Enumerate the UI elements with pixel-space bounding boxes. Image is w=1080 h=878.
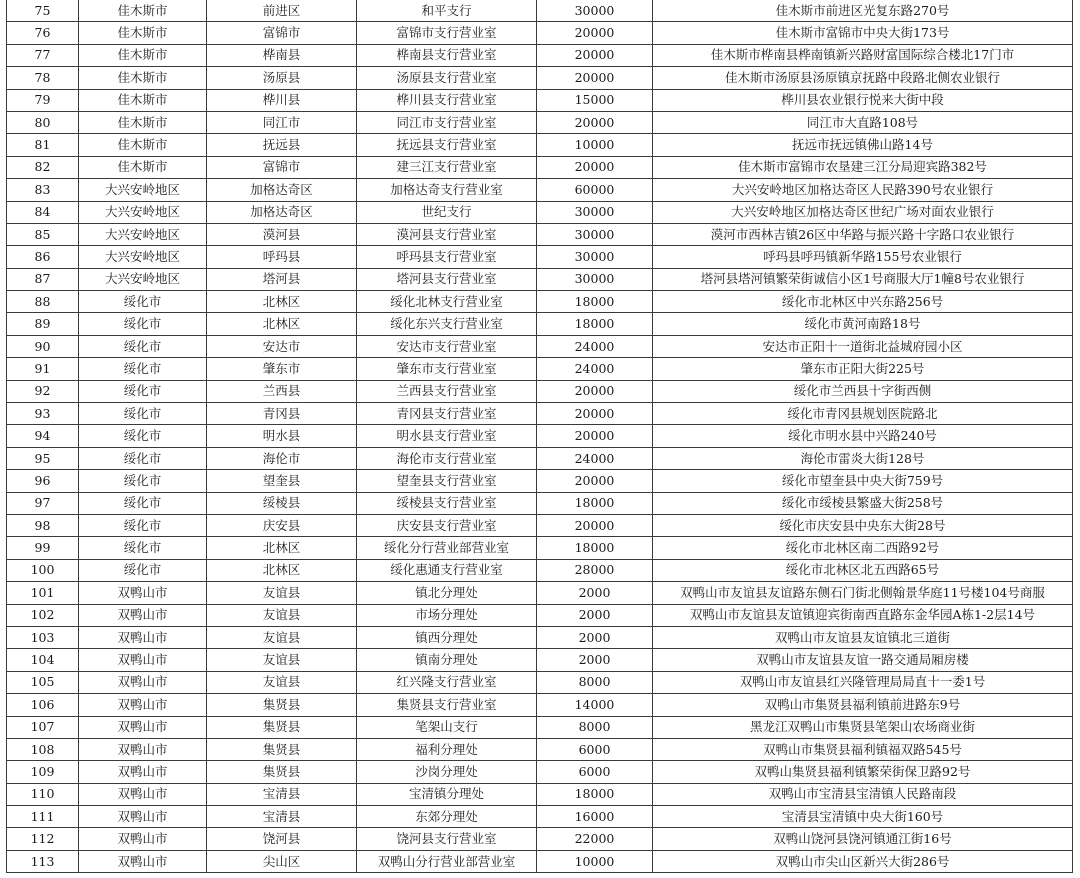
cell-city: 双鸭山市 (79, 582, 207, 604)
cell-row-number: 89 (7, 313, 79, 335)
cell-row-number: 97 (7, 492, 79, 514)
cell-county: 友谊县 (207, 649, 357, 671)
cell-amount: 18000 (537, 492, 653, 514)
cell-amount: 20000 (537, 514, 653, 536)
table-row (7, 425, 1073, 447)
cell-row-number: 79 (7, 89, 79, 111)
cell-branch-name: 双鸭山分行营业部营业室 (357, 850, 537, 872)
cell-address: 绥化市北林区中兴东路256号 (653, 291, 1073, 313)
table-row (7, 582, 1073, 604)
cell-address: 双鸭山市友谊县友谊路东侧石门街北侧翰景华庭11号楼104号商服 (653, 582, 1073, 604)
cell-branch-name: 明水县支行营业室 (357, 425, 537, 447)
cell-branch-name: 汤原县支行营业室 (357, 67, 537, 89)
table-row (7, 380, 1073, 402)
cell-address: 肇东市正阳大街225号 (653, 358, 1073, 380)
cell-city: 双鸭山市 (79, 828, 207, 850)
cell-row-number: 102 (7, 604, 79, 626)
cell-city: 绥化市 (79, 358, 207, 380)
cell-county: 明水县 (207, 425, 357, 447)
table-row (7, 179, 1073, 201)
cell-amount: 20000 (537, 22, 653, 44)
cell-county: 北林区 (207, 559, 357, 581)
cell-row-number: 90 (7, 335, 79, 357)
cell-address: 漠河市西林吉镇26区中华路与振兴路十字路口农业银行 (653, 223, 1073, 245)
cell-branch-name: 呼玛县支行营业室 (357, 246, 537, 268)
cell-county: 集贤县 (207, 738, 357, 760)
cell-amount: 20000 (537, 380, 653, 402)
cell-row-number: 85 (7, 223, 79, 245)
table-row (7, 470, 1073, 492)
cell-branch-name: 兰西县支行营业室 (357, 380, 537, 402)
cell-branch-name: 绥化北林支行营业室 (357, 291, 537, 313)
table-row (7, 492, 1073, 514)
cell-row-number: 100 (7, 559, 79, 581)
cell-address: 双鸭山市友谊县友谊镇北三道街 (653, 626, 1073, 648)
cell-amount: 18000 (537, 537, 653, 559)
table-row (7, 358, 1073, 380)
cell-branch-name: 红兴隆支行营业室 (357, 671, 537, 693)
cell-branch-name: 东郊分理处 (357, 806, 537, 828)
cell-address: 绥化市北林区南二西路92号 (653, 537, 1073, 559)
cell-row-number: 87 (7, 268, 79, 290)
table-row (7, 134, 1073, 156)
cell-amount: 2000 (537, 649, 653, 671)
cell-row-number: 82 (7, 156, 79, 178)
cell-city: 双鸭山市 (79, 671, 207, 693)
cell-amount: 24000 (537, 358, 653, 380)
cell-city: 绥化市 (79, 492, 207, 514)
cell-branch-name: 漠河县支行营业室 (357, 223, 537, 245)
cell-row-number: 75 (7, 0, 79, 22)
cell-city: 双鸭山市 (79, 761, 207, 783)
cell-city: 绥化市 (79, 425, 207, 447)
cell-branch-name: 镇北分理处 (357, 582, 537, 604)
table-row (7, 783, 1073, 805)
cell-branch-name: 宝清镇分理处 (357, 783, 537, 805)
cell-row-number: 101 (7, 582, 79, 604)
table-row (7, 671, 1073, 693)
cell-county: 汤原县 (207, 67, 357, 89)
cell-city: 绥化市 (79, 291, 207, 313)
cell-county: 兰西县 (207, 380, 357, 402)
cell-amount: 30000 (537, 201, 653, 223)
cell-branch-name: 肇东市支行营业室 (357, 358, 537, 380)
cell-branch-name: 绥化东兴支行营业室 (357, 313, 537, 335)
cell-row-number: 106 (7, 694, 79, 716)
cell-address: 佳木斯市汤原县汤原镇京抚路中段路北侧农业银行 (653, 67, 1073, 89)
cell-address: 绥化市北林区北五西路65号 (653, 559, 1073, 581)
cell-address: 双鸭山市尖山区新兴大街286号 (653, 850, 1073, 872)
cell-row-number: 94 (7, 425, 79, 447)
table-row (7, 223, 1073, 245)
cell-amount: 6000 (537, 761, 653, 783)
cell-amount: 18000 (537, 783, 653, 805)
cell-city: 绥化市 (79, 335, 207, 357)
cell-row-number: 78 (7, 67, 79, 89)
cell-row-number: 84 (7, 201, 79, 223)
cell-city: 双鸭山市 (79, 716, 207, 738)
cell-county: 友谊县 (207, 582, 357, 604)
cell-city: 绥化市 (79, 447, 207, 469)
cell-row-number: 93 (7, 403, 79, 425)
cell-address: 黑龙江双鸭山市集贤县笔架山农场商业街 (653, 716, 1073, 738)
cell-amount: 20000 (537, 156, 653, 178)
cell-address: 绥化市望奎县中央大街759号 (653, 470, 1073, 492)
cell-amount: 30000 (537, 246, 653, 268)
cell-branch-name: 市场分理处 (357, 604, 537, 626)
cell-row-number: 109 (7, 761, 79, 783)
cell-amount: 14000 (537, 694, 653, 716)
cell-city: 双鸭山市 (79, 738, 207, 760)
branch-list-table (6, 0, 1073, 873)
cell-address: 佳木斯市前进区光复东路270号 (653, 0, 1073, 22)
table-row (7, 537, 1073, 559)
cell-row-number: 99 (7, 537, 79, 559)
cell-row-number: 105 (7, 671, 79, 693)
cell-county: 桦南县 (207, 44, 357, 66)
cell-branch-name: 海伦市支行营业室 (357, 447, 537, 469)
cell-city: 绥化市 (79, 403, 207, 425)
cell-city: 大兴安岭地区 (79, 268, 207, 290)
cell-address: 绥化市兰西县十字街西侧 (653, 380, 1073, 402)
cell-amount: 24000 (537, 335, 653, 357)
cell-address: 大兴安岭地区加格达奇区世纪广场对面农业银行 (653, 201, 1073, 223)
cell-address: 双鸭山市友谊县友谊一路交通局厢房楼 (653, 649, 1073, 671)
cell-row-number: 92 (7, 380, 79, 402)
cell-county: 庆安县 (207, 514, 357, 536)
cell-address: 双鸭山市集贤县福利镇前进路东9号 (653, 694, 1073, 716)
cell-amount: 20000 (537, 111, 653, 133)
cell-row-number: 80 (7, 111, 79, 133)
cell-city: 绥化市 (79, 380, 207, 402)
table-row (7, 403, 1073, 425)
cell-address: 绥化市黄河南路18号 (653, 313, 1073, 335)
cell-county: 北林区 (207, 291, 357, 313)
cell-amount: 20000 (537, 470, 653, 492)
cell-branch-name: 福利分理处 (357, 738, 537, 760)
table-row (7, 559, 1073, 581)
cell-row-number: 103 (7, 626, 79, 648)
cell-address: 同江市大直路108号 (653, 111, 1073, 133)
cell-city: 双鸭山市 (79, 649, 207, 671)
cell-branch-name: 绥化分行营业部营业室 (357, 537, 537, 559)
cell-row-number: 112 (7, 828, 79, 850)
table-row (7, 89, 1073, 111)
table-row (7, 649, 1073, 671)
cell-county: 加格达奇区 (207, 179, 357, 201)
cell-branch-name: 笔架山支行 (357, 716, 537, 738)
cell-address: 双鸭山饶河县饶河镇通江街16号 (653, 828, 1073, 850)
cell-branch-name: 世纪支行 (357, 201, 537, 223)
cell-row-number: 86 (7, 246, 79, 268)
cell-branch-name: 集贤县支行营业室 (357, 694, 537, 716)
table-body (7, 0, 1073, 873)
cell-amount: 30000 (537, 0, 653, 22)
cell-city: 佳木斯市 (79, 0, 207, 22)
table-row (7, 761, 1073, 783)
table-row (7, 291, 1073, 313)
cell-branch-name: 建三江支行营业室 (357, 156, 537, 178)
cell-amount: 15000 (537, 89, 653, 111)
cell-county: 抚远县 (207, 134, 357, 156)
cell-city: 大兴安岭地区 (79, 223, 207, 245)
cell-amount: 20000 (537, 425, 653, 447)
cell-address: 佳木斯市富锦市农垦建三江分局迎宾路382号 (653, 156, 1073, 178)
cell-address: 宝清县宝清镇中央大街160号 (653, 806, 1073, 828)
cell-branch-name: 镇南分理处 (357, 649, 537, 671)
cell-address: 塔河县塔河镇繁荣街诚信小区1号商服大厅1幢8号农业银行 (653, 268, 1073, 290)
cell-county: 宝清县 (207, 783, 357, 805)
cell-county: 望奎县 (207, 470, 357, 492)
cell-amount: 2000 (537, 582, 653, 604)
cell-row-number: 76 (7, 22, 79, 44)
cell-address: 佳木斯市桦南县桦南镇新兴路财富国际综合楼北17门市 (653, 44, 1073, 66)
cell-branch-name: 安达市支行营业室 (357, 335, 537, 357)
cell-row-number: 83 (7, 179, 79, 201)
cell-branch-name: 镇西分理处 (357, 626, 537, 648)
cell-row-number: 113 (7, 850, 79, 872)
cell-row-number: 107 (7, 716, 79, 738)
cell-amount: 30000 (537, 268, 653, 290)
cell-amount: 18000 (537, 313, 653, 335)
cell-address: 绥化市明水县中兴路240号 (653, 425, 1073, 447)
table-row (7, 22, 1073, 44)
cell-amount: 18000 (537, 291, 653, 313)
cell-city: 佳木斯市 (79, 22, 207, 44)
cell-city: 佳木斯市 (79, 67, 207, 89)
cell-amount: 30000 (537, 223, 653, 245)
cell-county: 友谊县 (207, 626, 357, 648)
cell-county: 塔河县 (207, 268, 357, 290)
cell-county: 尖山区 (207, 850, 357, 872)
cell-branch-name: 抚远县支行营业室 (357, 134, 537, 156)
cell-branch-name: 饶河县支行营业室 (357, 828, 537, 850)
table-row (7, 850, 1073, 872)
cell-city: 佳木斯市 (79, 111, 207, 133)
cell-city: 绥化市 (79, 313, 207, 335)
table-row (7, 514, 1073, 536)
table-row (7, 67, 1073, 89)
cell-amount: 16000 (537, 806, 653, 828)
cell-city: 大兴安岭地区 (79, 179, 207, 201)
cell-branch-name: 富锦市支行营业室 (357, 22, 537, 44)
cell-county: 安达市 (207, 335, 357, 357)
cell-branch-name: 望奎县支行营业室 (357, 470, 537, 492)
table-row (7, 626, 1073, 648)
cell-county: 肇东市 (207, 358, 357, 380)
cell-branch-name: 绥化惠通支行营业室 (357, 559, 537, 581)
cell-county: 前进区 (207, 0, 357, 22)
cell-branch-name: 塔河县支行营业室 (357, 268, 537, 290)
cell-county: 友谊县 (207, 604, 357, 626)
cell-county: 青冈县 (207, 403, 357, 425)
cell-county: 北林区 (207, 313, 357, 335)
cell-branch-name: 绥棱县支行营业室 (357, 492, 537, 514)
cell-row-number: 95 (7, 447, 79, 469)
cell-amount: 20000 (537, 44, 653, 66)
cell-row-number: 98 (7, 514, 79, 536)
cell-city: 双鸭山市 (79, 694, 207, 716)
cell-amount: 22000 (537, 828, 653, 850)
cell-city: 绥化市 (79, 559, 207, 581)
cell-city: 绥化市 (79, 514, 207, 536)
cell-amount: 20000 (537, 67, 653, 89)
cell-county: 桦川县 (207, 89, 357, 111)
cell-branch-name: 和平支行 (357, 0, 537, 22)
cell-branch-name: 庆安县支行营业室 (357, 514, 537, 536)
cell-county: 加格达奇区 (207, 201, 357, 223)
cell-amount: 8000 (537, 716, 653, 738)
cell-city: 佳木斯市 (79, 134, 207, 156)
cell-county: 友谊县 (207, 671, 357, 693)
cell-city: 大兴安岭地区 (79, 201, 207, 223)
cell-amount: 10000 (537, 134, 653, 156)
cell-row-number: 77 (7, 44, 79, 66)
table-row (7, 694, 1073, 716)
cell-city: 大兴安岭地区 (79, 246, 207, 268)
table-row (7, 806, 1073, 828)
cell-amount: 2000 (537, 626, 653, 648)
cell-address: 双鸭山市宝清县宝清镇人民路南段 (653, 783, 1073, 805)
cell-address: 双鸭山市友谊县友谊镇迎宾街南西直路东金华园A栋1-2层14号 (653, 604, 1073, 626)
table-row (7, 201, 1073, 223)
cell-county: 富锦市 (207, 22, 357, 44)
cell-city: 双鸭山市 (79, 626, 207, 648)
cell-amount: 28000 (537, 559, 653, 581)
cell-city: 双鸭山市 (79, 783, 207, 805)
cell-row-number: 91 (7, 358, 79, 380)
cell-city: 双鸭山市 (79, 850, 207, 872)
table-row (7, 447, 1073, 469)
table-row (7, 156, 1073, 178)
cell-amount: 6000 (537, 738, 653, 760)
cell-city: 双鸭山市 (79, 604, 207, 626)
cell-county: 集贤县 (207, 761, 357, 783)
table-row (7, 44, 1073, 66)
cell-amount: 8000 (537, 671, 653, 693)
table-row (7, 738, 1073, 760)
cell-city: 双鸭山市 (79, 806, 207, 828)
cell-amount: 60000 (537, 179, 653, 201)
cell-amount: 20000 (537, 403, 653, 425)
cell-address: 双鸭山集贤县福利镇繁荣街保卫路92号 (653, 761, 1073, 783)
cell-county: 北林区 (207, 537, 357, 559)
cell-county: 集贤县 (207, 716, 357, 738)
cell-address: 绥化市青冈县规划医院路北 (653, 403, 1073, 425)
table-row (7, 604, 1073, 626)
cell-row-number: 96 (7, 470, 79, 492)
table-row (7, 268, 1073, 290)
cell-address: 海伦市雷炎大街128号 (653, 447, 1073, 469)
cell-county: 宝清县 (207, 806, 357, 828)
cell-row-number: 108 (7, 738, 79, 760)
cell-address: 佳木斯市富锦市中央大街173号 (653, 22, 1073, 44)
cell-city: 佳木斯市 (79, 156, 207, 178)
cell-address: 绥化市庆安县中央东大街28号 (653, 514, 1073, 536)
cell-row-number: 81 (7, 134, 79, 156)
cell-address: 大兴安岭地区加格达奇区人民路390号农业银行 (653, 179, 1073, 201)
cell-address: 双鸭山市友谊县红兴隆管理局局直十一委1号 (653, 671, 1073, 693)
table-row (7, 246, 1073, 268)
cell-branch-name: 同江市支行营业室 (357, 111, 537, 133)
cell-city: 佳木斯市 (79, 44, 207, 66)
cell-amount: 2000 (537, 604, 653, 626)
cell-county: 饶河县 (207, 828, 357, 850)
cell-address: 安达市正阳十一道街北益城府园小区 (653, 335, 1073, 357)
cell-county: 绥棱县 (207, 492, 357, 514)
cell-row-number: 104 (7, 649, 79, 671)
cell-branch-name: 加格达奇支行营业室 (357, 179, 537, 201)
cell-branch-name: 沙岗分理处 (357, 761, 537, 783)
cell-address: 呼玛县呼玛镇新华路155号农业银行 (653, 246, 1073, 268)
cell-county: 同江市 (207, 111, 357, 133)
cell-city: 绥化市 (79, 470, 207, 492)
cell-county: 呼玛县 (207, 246, 357, 268)
cell-branch-name: 青冈县支行营业室 (357, 403, 537, 425)
cell-amount: 10000 (537, 850, 653, 872)
cell-branch-name: 桦川县支行营业室 (357, 89, 537, 111)
cell-row-number: 111 (7, 806, 79, 828)
cell-row-number: 88 (7, 291, 79, 313)
cell-address: 桦川县农业银行悦来大街中段 (653, 89, 1073, 111)
cell-row-number: 110 (7, 783, 79, 805)
cell-county: 漠河县 (207, 223, 357, 245)
cell-address: 绥化市绥棱县繁盛大街258号 (653, 492, 1073, 514)
table-row (7, 828, 1073, 850)
cell-branch-name: 桦南县支行营业室 (357, 44, 537, 66)
table-row (7, 335, 1073, 357)
table-row (7, 111, 1073, 133)
cell-county: 富锦市 (207, 156, 357, 178)
table-row (7, 313, 1073, 335)
cell-city: 绥化市 (79, 537, 207, 559)
cell-county: 集贤县 (207, 694, 357, 716)
cell-county: 海伦市 (207, 447, 357, 469)
cell-city: 佳木斯市 (79, 89, 207, 111)
cell-address: 双鸭山市集贤县福利镇福双路545号 (653, 738, 1073, 760)
cell-address: 抚远市抚远镇佛山路14号 (653, 134, 1073, 156)
cell-amount: 24000 (537, 447, 653, 469)
table-row (7, 716, 1073, 738)
table-row (7, 0, 1073, 22)
